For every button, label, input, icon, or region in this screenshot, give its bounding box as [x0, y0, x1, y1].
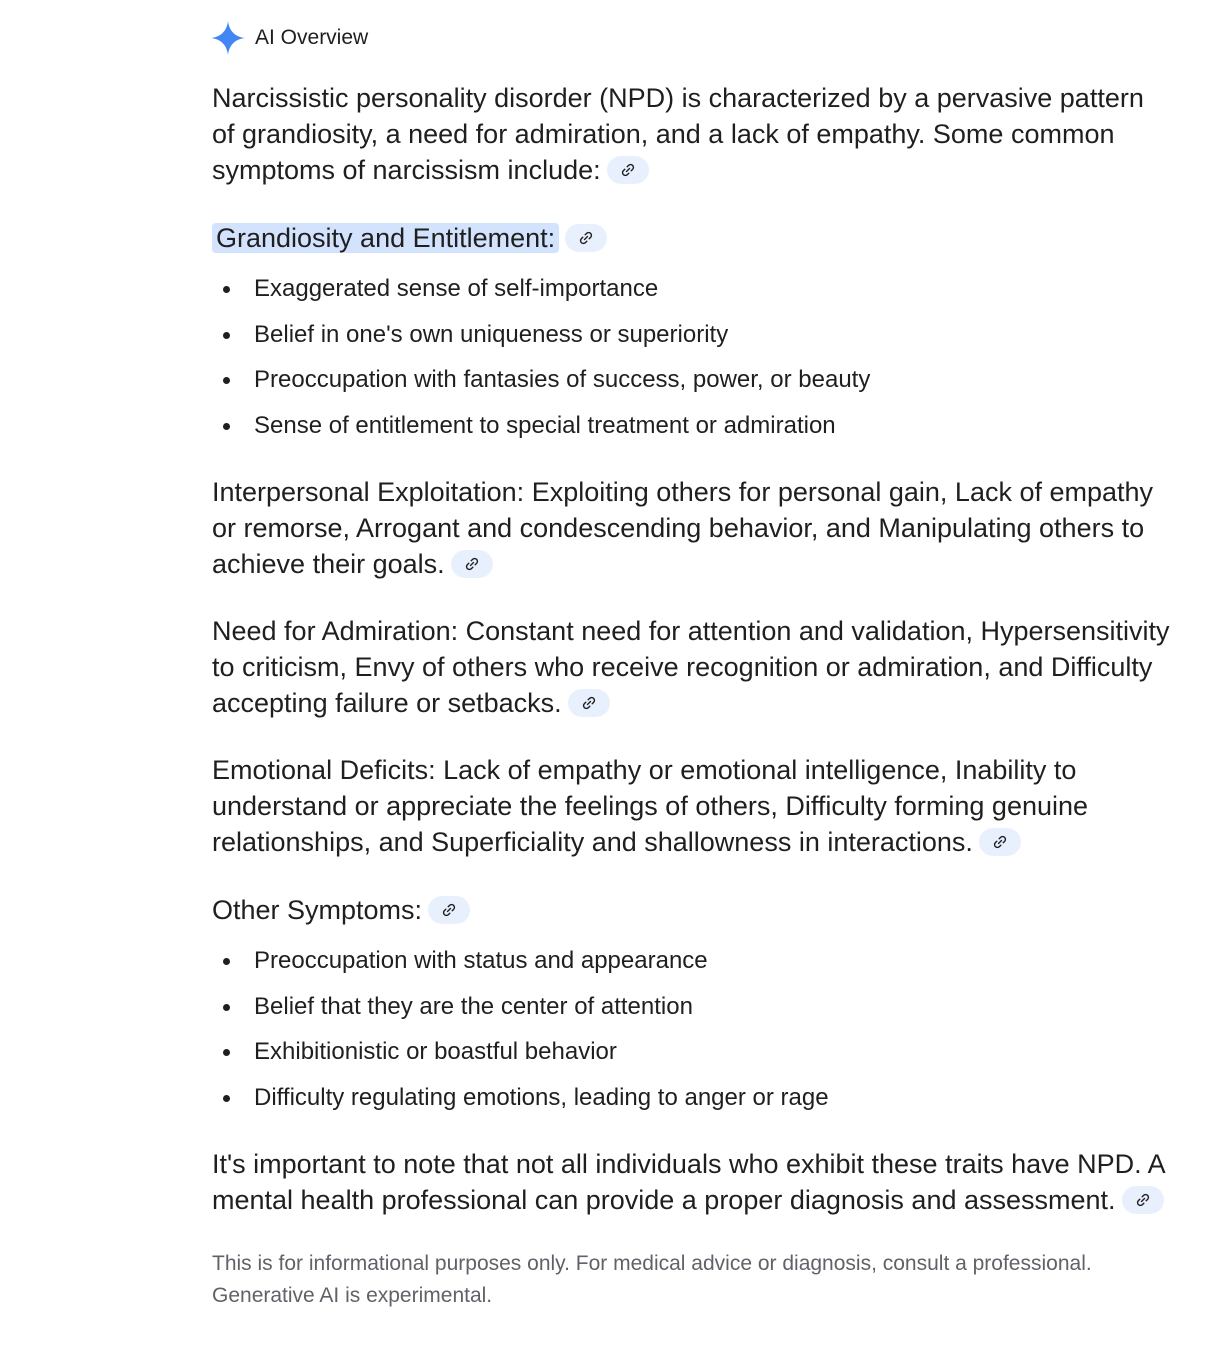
intro-text: Narcissistic personality disorder (NPD) is characterized by a pervasive pattern of grandiosity, a need for admiration, and a lack of empathy. Some common symptoms of narcissism include: [212, 83, 1144, 185]
grandiosity-heading [212, 220, 1172, 256]
source-link-chip[interactable] [565, 224, 607, 252]
link-icon [442, 903, 456, 917]
source-link-chip[interactable] [428, 896, 470, 924]
source-link-chip[interactable] [607, 156, 649, 184]
ai-overview-header [210, 18, 1172, 58]
link-icon [1136, 1193, 1150, 1207]
list-item: Difficulty regulating emotions, leading to anger or rage [212, 1075, 1172, 1121]
source-link-chip[interactable] [1122, 1186, 1164, 1214]
source-link-chip[interactable] [451, 550, 493, 578]
link-icon [621, 163, 635, 177]
sparkle-icon [210, 20, 246, 56]
other-symptoms-title: Other Symptoms: [212, 895, 423, 925]
emotional-paragraph [212, 752, 1172, 860]
other-symptoms-heading [212, 892, 1172, 928]
list-item: Belief in one's own uniqueness or superiority [212, 312, 1172, 358]
conclusion-paragraph [212, 1146, 1172, 1218]
exploitation-text: Interpersonal Exploitation: Exploiting others for personal gain, Lack of empathy or remorse, Arrogant and condescending behavior, and Manipulating others to achieve their goals. [212, 477, 1154, 579]
emotional-text: Emotional Deficits: Lack of empathy or emotional intelligence, Inability to understand or appreciate the feelings of others, Difficulty forming genuine relationships, and Superficiality and shallowness in interactions. [212, 755, 1089, 857]
link-icon [993, 835, 1007, 849]
other-symptoms-list [212, 938, 1172, 1120]
admiration-text: Need for Admiration: Constant need for attention and validation, Hypersensitivity to criticism, Envy of others who receive recognition or admiration, and Difficulty accepting failure or setbacks. [212, 616, 1170, 718]
list-item: Belief that they are the center of attention [212, 984, 1172, 1030]
ai-overview-title: AI Overview [255, 26, 369, 49]
grandiosity-title: Grandiosity and Entitlement: [212, 223, 559, 253]
source-link-chip[interactable] [979, 828, 1021, 856]
conclusion-text: It's important to note that not all individuals who exhibit these traits have NPD. A mental health professional can provide a proper diagnosis and assessment. [212, 1149, 1165, 1215]
disclaimer [212, 1248, 1172, 1312]
list-item: Exaggerated sense of self-importance [212, 266, 1172, 312]
link-icon [579, 231, 593, 245]
list-item: Sense of entitlement to special treatment or admiration [212, 403, 1172, 449]
source-link-chip[interactable] [568, 689, 610, 717]
disclaimer-line-1: This is for informational purposes only. For medical advice or diagnosis, consult a professional. [212, 1252, 1092, 1275]
intro-paragraph [212, 80, 1172, 188]
link-icon [582, 696, 596, 710]
disclaimer-line-2: Generative AI is experimental. [212, 1284, 493, 1307]
ai-overview-panel [212, 18, 1172, 1312]
link-icon [465, 557, 479, 571]
exploitation-paragraph [212, 474, 1172, 582]
grandiosity-list [212, 266, 1172, 448]
list-item: Preoccupation with status and appearance [212, 938, 1172, 984]
list-item: Exhibitionistic or boastful behavior [212, 1029, 1172, 1075]
admiration-paragraph [212, 613, 1172, 721]
list-item: Preoccupation with fantasies of success, power, or beauty [212, 357, 1172, 403]
